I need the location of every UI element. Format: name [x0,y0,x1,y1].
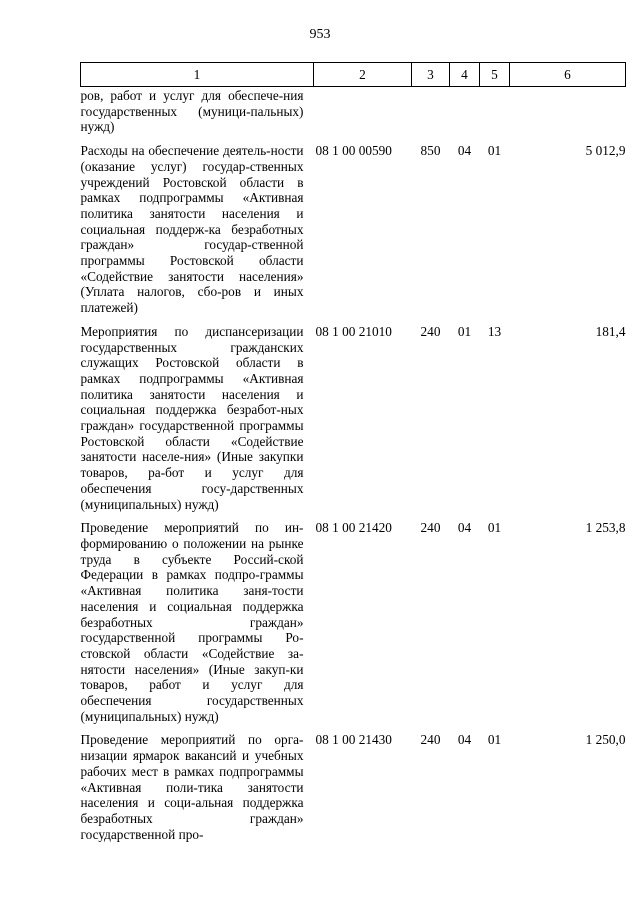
row-code: 08 1 00 21430 [315,732,392,748]
row-amount: 5 012,9 [585,143,626,159]
column-header: 3 [412,63,450,87]
table-row [81,732,626,850]
row-pr: 01 [487,732,502,748]
table-row [81,143,626,324]
table-row [81,87,626,144]
row-amount: 1 250,0 [585,732,626,748]
row-vr [412,87,450,144]
row-amount: 1 253,8 [585,520,626,536]
row-pr: 01 [487,143,502,159]
row-description: Проведение мероприятий по орга-низации ярмарок вакансий и учебных рабочих мест в рамках подпрограммы «Активная поли-тика занятости населения и соци-альная поддержка безработных граждан» государственной про- [80,732,304,842]
budget-table [80,62,626,850]
row-description: ров, работ и услуг для обеспече-ния государственных (муници-пальных) нужд) [80,88,304,135]
column-header: 2 [314,63,412,87]
row-rz: 04 [457,732,472,748]
row-code: 08 1 00 21420 [315,520,392,536]
row-amount [510,87,626,144]
page-number: 953 [309,27,331,42]
column-header: 5 [480,63,510,87]
row-code: 08 1 00 21010 [315,323,392,339]
row-vr: 240 [420,323,441,339]
table-row [81,520,626,732]
column-header: 6 [510,63,626,87]
row-amount: 181,4 [595,323,626,339]
row-pr [480,87,510,144]
row-code: 08 1 00 00590 [315,143,392,159]
row-pr: 01 [487,520,502,536]
row-vr: 850 [420,143,441,159]
table-row [81,324,626,520]
column-header: 1 [81,63,314,87]
row-description: Проведение мероприятий по ин-формированию о положении на рынке труда в субъекте Россий-ской Федерации в рамках подпро-граммы «Активная политика заня-тости населения и социальная поддержка безработных граждан» государственной программы Ро-стовской области «Содействие за-нятости населения» (Иные закуп-ки товаров, работ и услуг для обеспечения государственных (муниципальных) нужд) [80,520,304,724]
row-rz: 04 [457,520,472,536]
row-code [314,87,412,144]
table-header-row [81,63,626,87]
row-vr: 240 [420,732,441,748]
row-rz: 04 [457,143,472,159]
row-description: Мероприятия по диспансеризации государственных гражданских служащих Ростовской области в рамках подпрограммы «Активная политика занятости населения и социальная поддержка безработ-ных граждан» государственной программы Ростовской области «Содействие занятости населе-ния» (Иные закупки товаров, ра-бот и услуг для обеспечения госу-дарственных (муниципальных) нужд) [80,323,304,512]
row-pr: 13 [487,323,502,339]
column-header: 4 [450,63,480,87]
row-vr: 240 [420,520,441,536]
row-rz: 01 [457,323,472,339]
row-description: Расходы на обеспечение деятель-ности (оказание услуг) государ-ственных учреждений Ростовской области в рамках подпрограммы «Активная политика занятости населения и социальная поддерж-ка безработных граждан» государ-ственной программы Ростовской области «Содействие занятости населения» (Уплата налогов, сбо-ров и иных платежей) [80,143,304,316]
row-rz [450,87,480,144]
